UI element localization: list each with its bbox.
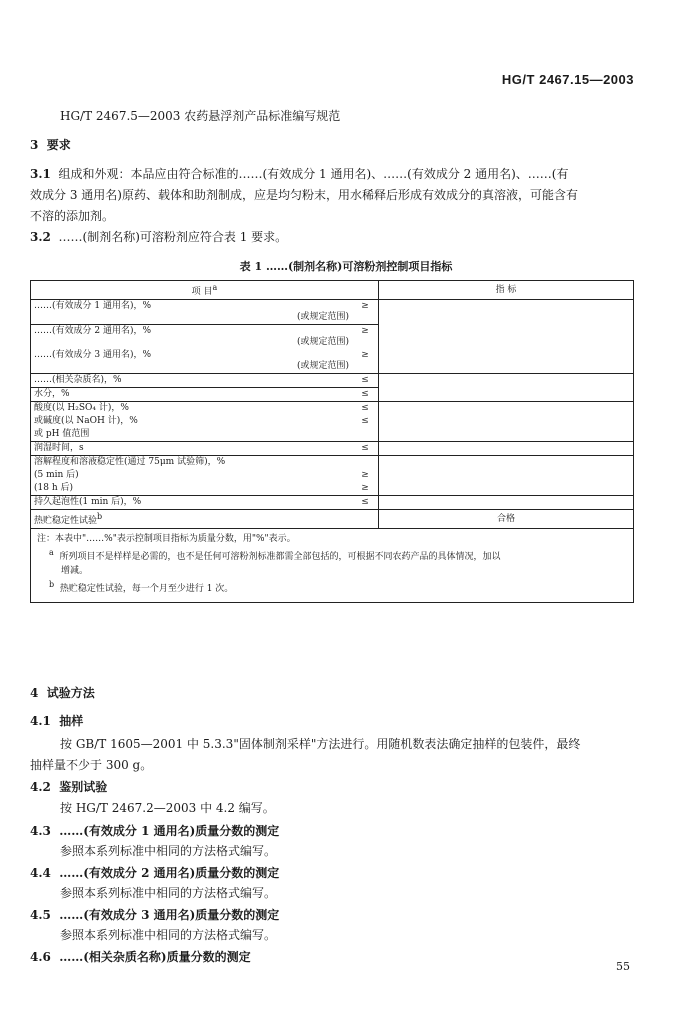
page-number: 55 [616,960,630,973]
clause-4-3-text: 参照本系列标准中相同的方法格式编写。 [60,844,277,858]
clause-3-2: 3.2 ……(制剂名称)可溶粉剂应符合表 1 要求。 [30,230,288,244]
intro-reference: HG/T 2467.5—2003 农药悬浮剂产品标准编写规范 [60,109,341,123]
table-row: 或碱度(以 NaOH 计)，% ≤ [31,415,634,428]
table-row: 水分，% ≤ [31,388,634,402]
clause-4-5-heading: 4.5 ……(有效成分 3 通用名)质量分数的测定 [30,908,280,922]
table-row: ……(有效成分 3 通用名)，% (或规定范围) ≥ [31,349,634,374]
clause-4-1-heading: 4.1 抽样 [30,714,84,728]
table-row: 热贮稳定性试验$^b$ 合格 [31,510,634,529]
table-row: 持久起泡性(1 min 后)，% ≤ [31,496,634,510]
clause-4-2-heading: 4.2 鉴别试验 [30,780,108,794]
clause-3-1-line3: 不溶的添加剂。 [30,209,115,223]
table-row: (18 h 后) ≥ [31,482,634,496]
clause-4-2-text: 按 HG/T 2467.2—2003 中 4.2 编写。 [60,801,275,815]
clause-4-1-line2: 抽样量不少于 300 g。 [30,758,153,772]
footnote-a-cont: 增减。 [61,566,89,576]
table-row: ……(有效成分 2 通用名)，% (或规定范围) ≥ [31,325,634,350]
table-caption: 表 1 ……(制剂名称)可溶粉剂控制项目指标 [239,260,453,273]
table-row: 或 pH 值范围 [31,428,634,442]
standard-code: HG/T 2467.15—2003 [501,72,634,87]
clause-3-1-line2: 效成分 3 通用名)原药、载体和助剂制成，应是均匀粉末，用水稀释后形成有效成分的真溶液，可能含有 [30,188,578,202]
footnote-a: $^a$ 所列项目不是样样是必需的，也不是任何可溶粉剂标准都需全部包括的，可根据不同农药产品的具体情况，加以 [49,548,501,562]
section-3-heading: 3 要求 [30,138,71,152]
footnote-b: $^b$ 热贮稳定性试验，每一个月至少进行 1 次。 [49,580,234,594]
header-item: 项 目$^a$ [31,281,379,300]
clause-4-4-heading: 4.4 ……(有效成分 2 通用名)质量分数的测定 [30,866,280,880]
clause-3-1-line1: 3.1 组成和外观：本品应由符合标准的……(有效成分 1 通用名)、……(有效成分 2 通用名)、……(有 [30,167,569,181]
table-notes-row [31,529,634,603]
table-row: 润湿时间，s ≤ [31,442,634,456]
table-header-row [31,281,634,300]
clause-4-3-heading: 4.3 ……(有效成分 1 通用名)质量分数的测定 [30,824,280,838]
table-note: 注：本表中"……%"表示控制项目指标为质量分数，用"%"表示。 [37,534,296,544]
table-row: 溶解程度和溶液稳定性(通过 75μm 试验筛)，% [31,456,634,470]
clause-4-6-heading: 4.6 ……(相关杂质名称)质量分数的测定 [30,950,251,964]
spec-table [30,280,634,603]
table-row: ……(有效成分 1 通用名)，% (或规定范围) ≥ [31,300,634,325]
clause-4-4-text: 参照本系列标准中相同的方法格式编写。 [60,886,277,900]
section-4-heading: 4 试验方法 [30,686,95,700]
table-row: 酸度(以 H₂SO₄ 计)，% ≤ [31,402,634,416]
header-value: 指 标 [379,281,634,300]
table-row: (5 min 后) ≥ [31,469,634,482]
clause-4-5-text: 参照本系列标准中相同的方法格式编写。 [60,928,277,942]
clause-4-1-line1: 按 GB/T 1605—2001 中 5.3.3"固体制剂采样"方法进行。用随机数表法确定抽样的包装件，最终 [60,737,581,751]
table-row: ……(相关杂质名)，% ≤ [31,374,634,388]
